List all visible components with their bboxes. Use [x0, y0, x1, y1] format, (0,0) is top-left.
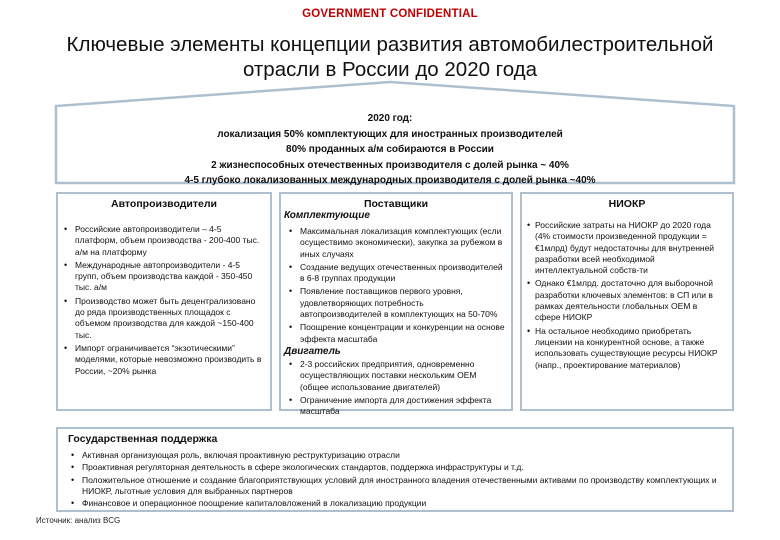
pillar-automakers-title: Автопроизводители	[111, 198, 217, 210]
automakers-list	[63, 224, 262, 377]
list-item: • Производство может быть децентрализовано до ряда производственных площадок с объемом производства для каждой ~150-400 тыс.	[63, 296, 262, 341]
pillar-automakers	[56, 192, 272, 411]
pillar-rnd	[520, 192, 734, 411]
list-item: • Активная организующая роль, включая проактивную реструктуризацию отрасли	[70, 450, 722, 461]
roof-text	[150, 111, 630, 189]
list-item: • Ограничение импорта для достижения эффекта масштаба	[288, 395, 505, 418]
rnd-list	[526, 220, 724, 371]
list-item: • Проактивная регуляторная деятельность в сфере экологических стандартов, поддержка инфраструктуры и т.д.	[70, 462, 722, 473]
list-item: • Импорт ограничивается “экзотическими” моделями, которые невозможно производить в России, ~20% рынка	[63, 343, 262, 377]
suppliers-subtitle-components: Комплектующие	[284, 210, 370, 221]
suppliers-engine-list	[288, 359, 505, 417]
list-item: • Российские затраты на НИОКР до 2020 года (4% стоимости произведенной продукции = €1млрд) будут недостаточны для внутренней разработки всей необходимой интеллектуальной собств-ти	[526, 220, 724, 276]
title-line-1: Ключевые элементы концепции развития автомобилестроительной	[66, 33, 714, 56]
source-note: Источник: анализ BCG	[36, 516, 121, 525]
base-government-support	[56, 427, 734, 512]
list-item: • Создание ведущих отечественных производителей в 6-8 группах продукции	[288, 262, 505, 285]
title-line-2: отрасли в России до 2020 года	[242, 58, 538, 81]
list-item: • Российские автопроизводители – 4-5 платформ, объем производства - 200-400 тыс. а/м на платформу	[63, 224, 262, 258]
pillar-rnd-title: НИОКР	[608, 198, 646, 210]
list-item: • Международные автопроизводители - 4-5 групп, объем производства каждой - 350-450 тыс. а/м	[63, 260, 262, 294]
roof-line: 4-5 глубоко локализованных международных производителя с долей рынка ~40%	[184, 175, 596, 186]
roof-line: 80% проданных а/м собираются в России	[286, 144, 494, 155]
base-title: Государственная поддержка	[68, 433, 218, 445]
list-item: • Появление поставщиков первого уровня, удовлетворяющих потребность автопроизводителей в комплектующих на 50-70%	[288, 286, 505, 320]
list-item: • Поощрение концентрации и конкуренции на основе эффекта масштаба	[288, 322, 505, 345]
list-item: • 2-3 российских предприятия, одновременно осуществляющих поставки нескольким OEM (общее использование двигателей)	[288, 359, 505, 393]
list-item: • Однако €1млрд. достаточно для выборочной разработки ключевых элементов: в СП или в рамках деятельности глобальных OEM в сфере НИОКР	[526, 278, 724, 323]
pillar-suppliers-title: Поставщики	[363, 198, 429, 210]
roof-line: локализация 50% комплектующих для иностранных производителей	[217, 128, 563, 140]
list-item: • Финансовое и операционное поощрение капиталовложений в локализацию продукции	[70, 498, 722, 509]
list-item: • Положительное отношение и создание благоприятствующих условий для иностранного владения отечественными активами по производству комплектующих и НИОКР, льготные условия для выбранных партнеров	[70, 475, 722, 498]
base-list	[70, 450, 722, 509]
confidential-label: GOVERNMENT CONFIDENTIAL	[302, 8, 478, 20]
pillar-suppliers	[279, 192, 513, 417]
roof-line: 2 жизнеспособных отечественных производителя с долей рынка ~ 40%	[211, 159, 569, 171]
suppliers-components-list	[288, 226, 505, 345]
suppliers-subtitle-engine: Двигатель	[284, 345, 341, 357]
list-item: • На остальное необходимо приобретать лицензии на конкурентной основе, а также использовать существующие ресурсы НИОКР (напр., проектирование материалов)	[526, 326, 724, 371]
list-item: • Максимальная локализация комплектующих (если осуществимо экономически), закупка за рубежом в иных случаях	[288, 226, 505, 260]
roof-line: 2020 год:	[367, 113, 413, 124]
